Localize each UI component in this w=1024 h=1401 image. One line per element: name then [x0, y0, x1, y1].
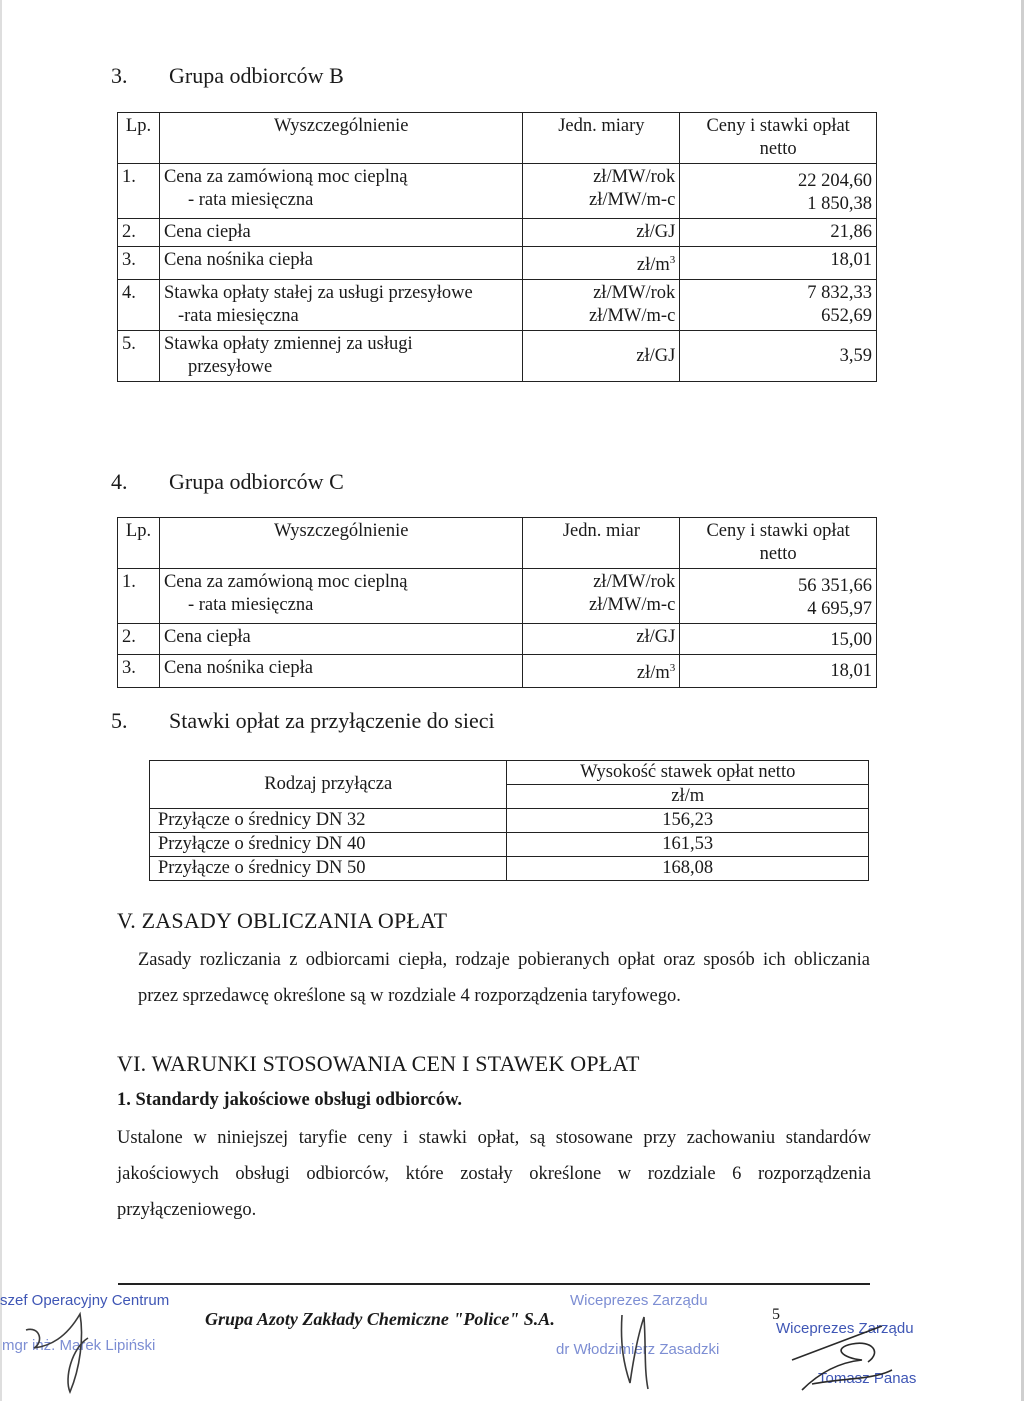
header-rate-unit: zł/m	[507, 785, 869, 809]
row-connection-type: Przyłącze o średnicy DN 50	[150, 857, 507, 881]
row-rate: 168,08	[507, 857, 869, 881]
table-row	[150, 833, 869, 857]
row-price	[680, 280, 877, 331]
table-row	[150, 809, 869, 833]
chapter6-text: Ustalone w niniejszej taryfie ceny i stawki opłat, są stosowane przy zachowaniu standardów jakościowych obsługi odbiorców, które zostały określone w rozdziale 6 rozporządzenia przyłączeniowego.	[117, 1128, 871, 1220]
tariff-table-b	[117, 112, 877, 382]
row-connection-type: Przyłącze o średnicy DN 40	[150, 833, 507, 857]
row-price-line2: 4 695,97	[807, 599, 872, 619]
row-unit: zł/GJ	[523, 624, 680, 655]
row-desc: Cena ciepła	[159, 624, 522, 655]
row-desc-line1: Stawka opłaty zmiennej za usługi	[163, 334, 413, 355]
row-unit	[523, 247, 680, 280]
row-price	[680, 164, 877, 219]
page-edge-left	[0, 0, 2, 1401]
stamp-right-title: Wiceprezes Zarządu	[776, 1320, 914, 1337]
table-row	[150, 857, 869, 881]
stamp-mid-title: Wiceprezes Zarządu	[570, 1292, 708, 1309]
header-desc: Wyszczególnienie	[159, 113, 522, 164]
section5-title: Stawki opłat za przyłączenie do sieci	[169, 708, 495, 733]
row-unit-text: zł/m	[636, 255, 670, 276]
row-rate: 161,53	[507, 833, 869, 857]
stamp-left-name: mgr inż. Marek Lipiński	[2, 1337, 156, 1354]
row-unit	[523, 655, 680, 688]
row-unit-line1: zł/MW/rok	[593, 283, 676, 304]
row-price: 3,59	[680, 331, 877, 382]
header-price	[680, 518, 877, 569]
row-price-line2: 1 850,38	[807, 194, 872, 214]
row-lp: 2.	[118, 624, 160, 655]
row-desc	[159, 164, 522, 219]
row-desc-line2: -rata miesięczna	[177, 306, 299, 327]
row-unit-line2: zł/MW/m-c	[588, 306, 676, 327]
section4-heading	[111, 469, 344, 495]
row-price-line1: 22 204,60	[798, 171, 872, 191]
table-header-row	[150, 761, 869, 785]
row-price: 18,01	[680, 247, 877, 280]
row-lp: 3.	[118, 247, 160, 280]
header-rate: Wysokość stawek opłat netto	[507, 761, 869, 785]
row-price-line2: 652,69	[821, 306, 872, 327]
section3-heading	[111, 63, 344, 89]
footer-rule	[118, 1283, 870, 1285]
chapter6-subtitle: 1. Standardy jakościowe obsługi odbiorców.	[117, 1090, 463, 1110]
table-header-row	[118, 518, 877, 569]
row-lp: 3.	[118, 655, 160, 688]
row-connection-type: Przyłącze o średnicy DN 32	[150, 809, 507, 833]
stamp-left-title: szef Operacyjny Centrum	[0, 1292, 170, 1309]
row-price: 21,86	[680, 219, 877, 247]
row-price: 18,01	[680, 655, 877, 688]
header-price-line2: netto	[759, 139, 797, 159]
row-unit	[523, 280, 680, 331]
row-unit-sup: 3	[669, 254, 676, 266]
header-price-line2: netto	[759, 544, 797, 564]
header-unit: Jedn. miar	[523, 518, 680, 569]
signature-right	[782, 1300, 902, 1395]
row-desc: Cena ciepła	[159, 219, 522, 247]
chapter5-text: Zasady rozliczania z odbiorcami ciepła, rodzaje pobieranych opłat oraz sposób ich obliczania przez sprzedawcę określone są w rozdziale 4 rozporządzenia taryfowego.	[138, 950, 870, 1006]
row-lp: 2.	[118, 219, 160, 247]
table-row	[118, 280, 877, 331]
row-unit: zł/GJ	[523, 219, 680, 247]
table-row	[118, 164, 877, 219]
row-price-line1: 56 351,66	[798, 576, 872, 596]
tariff-table-c	[117, 517, 877, 688]
row-desc: Cena nośnika ciepła	[159, 247, 522, 280]
section3-title: Grupa odbiorców B	[169, 63, 344, 88]
row-desc	[159, 331, 522, 382]
header-lp: Lp.	[118, 518, 160, 569]
table-row	[118, 655, 877, 688]
section4-title: Grupa odbiorców C	[169, 469, 344, 494]
row-unit-line2: zł/MW/m-c	[588, 595, 676, 615]
row-unit-line1: zł/MW/rok	[593, 167, 676, 187]
row-unit	[523, 164, 680, 219]
row-unit-sup: 3	[669, 662, 676, 674]
row-rate: 156,23	[507, 809, 869, 833]
row-desc-line2: - rata miesięczna	[187, 190, 314, 210]
table-row	[118, 247, 877, 280]
table-row	[118, 624, 877, 655]
row-lp: 1.	[118, 164, 160, 219]
section4-number: 4.	[111, 469, 128, 494]
row-desc: Cena nośnika ciepła	[159, 655, 522, 688]
page-number: 5	[772, 1306, 780, 1323]
row-price	[680, 569, 877, 624]
table-row	[118, 569, 877, 624]
row-lp: 5.	[118, 331, 160, 382]
connection-rates-table	[149, 760, 869, 881]
row-unit-line1: zł/MW/rok	[593, 572, 676, 592]
footer-company: Grupa Azoty Zakłady Chemiczne "Police" S.A.	[205, 1309, 555, 1329]
signature-left	[20, 1308, 110, 1398]
section3-number: 3.	[111, 63, 128, 88]
row-desc-line1: Cena za zamówioną moc cieplną	[163, 167, 408, 187]
signature-mid	[600, 1305, 680, 1395]
row-unit-text: zł/m	[636, 663, 670, 684]
table-row	[118, 331, 877, 382]
row-unit: zł/GJ	[523, 331, 680, 382]
stamp-mid-name: dr Włodzimierz Zasadzki	[556, 1341, 720, 1358]
row-desc-line2: - rata miesięczna	[187, 595, 314, 615]
row-desc-line2: przesyłowe	[187, 357, 273, 378]
header-price-line1: Ceny i stawki opłat	[706, 521, 850, 541]
row-price-line1: 7 832,33	[807, 283, 872, 304]
section5-number: 5.	[111, 708, 128, 733]
row-lp: 1.	[118, 569, 160, 624]
row-price: 15,00	[680, 624, 877, 655]
header-price-line1: Ceny i stawki opłat	[706, 116, 850, 136]
header-lp: Lp.	[118, 113, 160, 164]
header-connection-type: Rodzaj przyłącza	[150, 761, 507, 809]
stamp-right-name: Tomasz Panas	[818, 1370, 917, 1387]
table-row	[118, 219, 877, 247]
header-unit: Jedn. miary	[523, 113, 680, 164]
row-lp: 4.	[118, 280, 160, 331]
header-desc: Wyszczególnienie	[159, 518, 522, 569]
row-desc-line1: Cena za zamówioną moc cieplną	[163, 572, 408, 592]
chapter5-title: V. ZASADY OBLICZANIA OPŁAT	[117, 908, 448, 933]
row-desc	[159, 280, 522, 331]
chapter6-title: VI. WARUNKI STOSOWANIA CEN I STAWEK OPŁAT	[117, 1051, 640, 1076]
section5-heading	[111, 708, 495, 734]
header-price	[680, 113, 877, 164]
row-unit-line2: zł/MW/m-c	[588, 190, 676, 210]
row-unit	[523, 569, 680, 624]
row-desc-line1: Stawka opłaty stałej za usługi przesyłowe	[163, 283, 473, 304]
row-desc	[159, 569, 522, 624]
table-header-row	[118, 113, 877, 164]
